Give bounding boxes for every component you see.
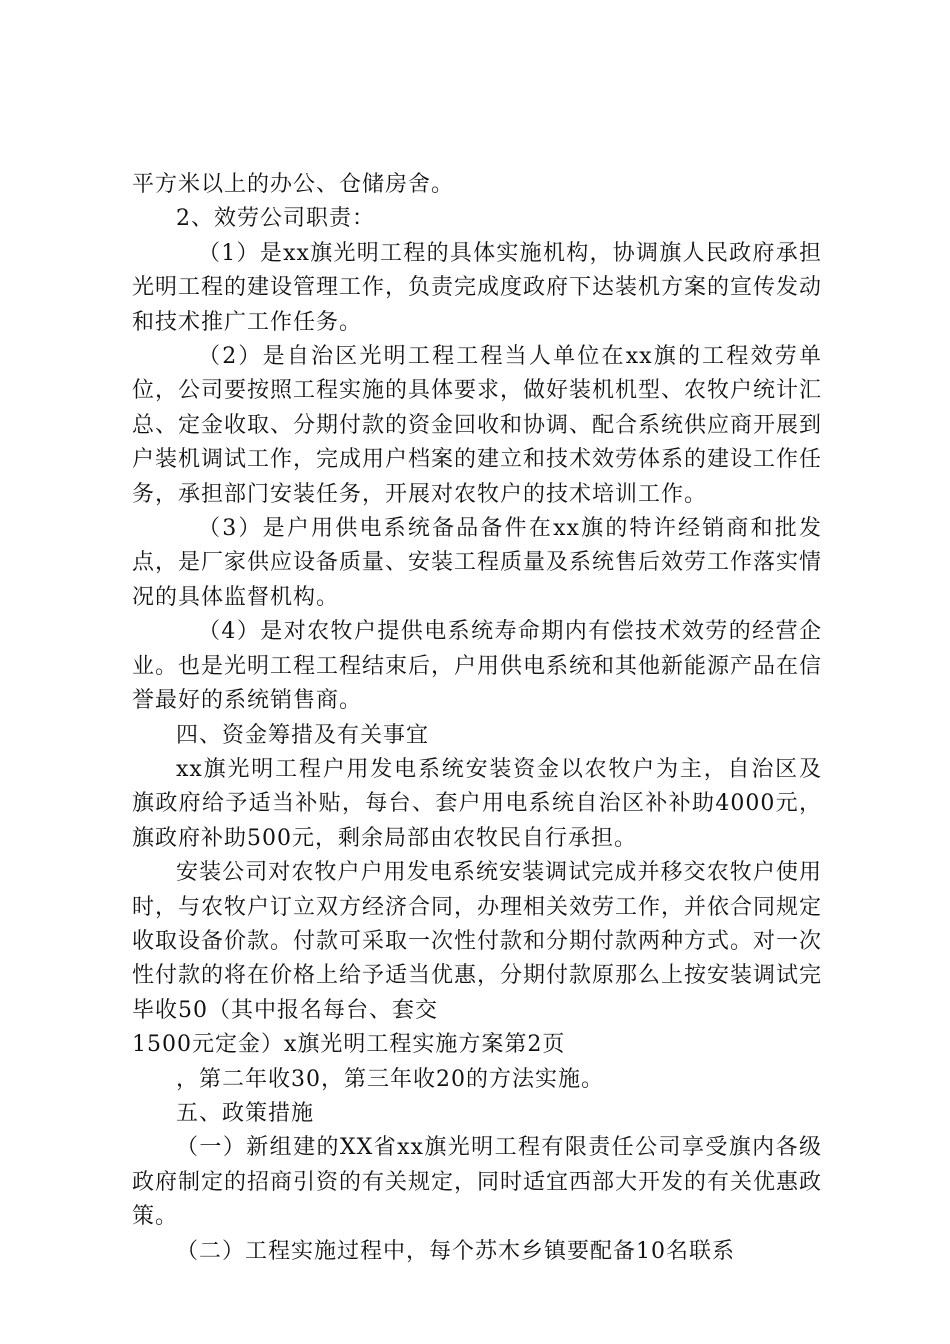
section-heading-policy: 五、政策措施 [176, 1100, 315, 1126]
section-heading-funding: 四、资金筹措及有关事宜 [176, 722, 430, 748]
paragraph-duty-3: （3）是户用供电系统备品备件在xx旗的特许经销商和批发点，是厂家供应设备质量、安装工程质量及系统售后效劳工作落实情况的具体监督机构。 [132, 516, 823, 610]
paragraph-funding-1: xx旗光明工程户用发电系统安装资金以农牧户为主，自治区及旗政府给予适当补贴，每台、套户用电系统自治区补补助4000元，旗政府补助500元，剩余局部由农牧民自行承担。 [132, 756, 822, 851]
paragraph-policy-2: （二）工程实施过程中，每个苏木乡镇要配备10名联系 [176, 1238, 735, 1264]
document-body [132, 168, 822, 1269]
paragraph-continuation: 平方米以上的办公、仓储房舍。 [132, 172, 455, 197]
paragraph-duty-2: （2）是自治区光明工程工程当人单位在xx旗的工程效劳单位，公司要按照工程实施的具体要求，做好装机机型、农牧户统计汇总、定金收取、分期付款的资金回收和协调、配合系统供应商开展到户装机调试工作，完成用户档案的建立和技术效劳体系的建设工作任务，承担部门安装任务，开展对农牧户的技术培训工作。 [132, 344, 823, 507]
paragraph-funding-2-cont: ，第二年收30，第三年收20的方法实施。 [176, 1066, 604, 1092]
paragraph-duty-1: （1）是xx旗光明工程的具体实施机构，协调旗人民政府承担光明工程的建设管理工作，负责完成度政府下达装机方案的宣传发动和技术推广工作任务。 [132, 240, 823, 335]
paragraph-duty-4: （4）是对农牧户提供电系统寿命期内有偿技术效劳的经营企业。也是光明工程工程结束后，户用供电系统和其他新能源产品在信誉最好的系统销售商。 [132, 619, 823, 714]
section-heading-duties: 2、效劳公司职责： [176, 206, 375, 232]
paragraph-policy-1: （一）新组建的XX省xx旗光明工程有限责任公司享受旗内各级政府制定的招商引资的有关规定，同时适宜西部大开发的有关优惠政策。 [132, 1135, 823, 1230]
page-footer-line: 1500元定金）x旗光明工程实施方案第2页 [132, 1032, 566, 1058]
paragraph-funding-2: 安装公司对农牧户户用发电系统安装调试完成并移交农牧户使用时，与农牧户订立双方经济合同，办理相关效劳工作，并依合同规定收取设备价款。付款可采取一次性付款和分期付款两种方式。对一次性付款的将在价格上给予适当优惠，分期付款原那么上按安装调试完毕收50（其中报名每台、套交 [132, 860, 823, 1023]
